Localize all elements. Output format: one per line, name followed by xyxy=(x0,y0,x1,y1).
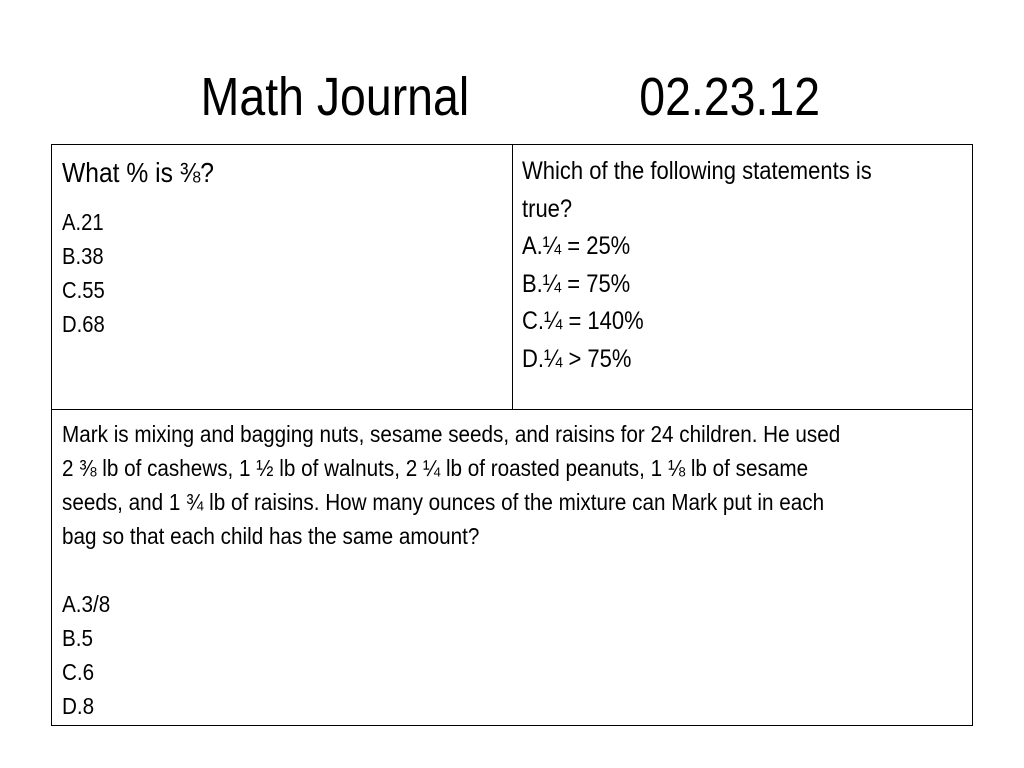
column-divider xyxy=(512,145,513,409)
question-3-option-d: D.8 xyxy=(62,693,95,719)
question-1-cell xyxy=(62,155,235,341)
question-1-options xyxy=(62,205,214,341)
question-1-text: What % is ⅜? xyxy=(62,157,215,188)
question-2-option-c: C.¼ = 140% xyxy=(522,307,644,335)
journal-date: 02.23.12 xyxy=(639,67,821,127)
question-1-option-a: A.21 xyxy=(62,209,104,235)
question-3-text-line-2: 2 ⅜ lb of cashews, 1 ½ lb of walnuts, 2 ¼ lb of roasted peanuts, 1 ⅛ lb of sesame xyxy=(62,455,809,481)
question-2-cell xyxy=(522,153,919,378)
question-3-options xyxy=(62,587,840,723)
question-3-cell xyxy=(62,417,946,723)
question-3-text-line-4: bag so that each child has the same amount? xyxy=(62,523,480,549)
question-1-option-c: C.55 xyxy=(62,277,105,303)
question-2-option-b: B.¼ = 75% xyxy=(522,269,631,298)
question-table xyxy=(51,144,973,726)
question-3-option-b: B.5 xyxy=(62,625,94,651)
question-2-option-a: A.¼ = 25% xyxy=(522,232,631,260)
journal-title: Math Journal xyxy=(200,67,470,127)
question-1-option-d: D.68 xyxy=(62,311,105,337)
question-3-option-c: C.6 xyxy=(62,659,95,685)
question-3-text-line-1: Mark is mixing and bagging nuts, sesame seeds, and raisins for 24 children. He used xyxy=(62,421,841,447)
question-2-text-line-1: Which of the following statements is xyxy=(522,157,872,185)
question-2-option-d: D.¼ > 75% xyxy=(522,344,632,373)
question-3-text-line-3: seeds, and 1 ¾ lb of raisins. How many ounces of the mixture can Mark put in each xyxy=(62,489,825,515)
question-1-option-b: B.38 xyxy=(62,243,104,269)
question-2-text-line-2: true? xyxy=(522,194,573,223)
question-3-option-a: A.3/8 xyxy=(62,591,111,617)
row-divider xyxy=(52,409,972,410)
slide-title xyxy=(72,62,953,132)
